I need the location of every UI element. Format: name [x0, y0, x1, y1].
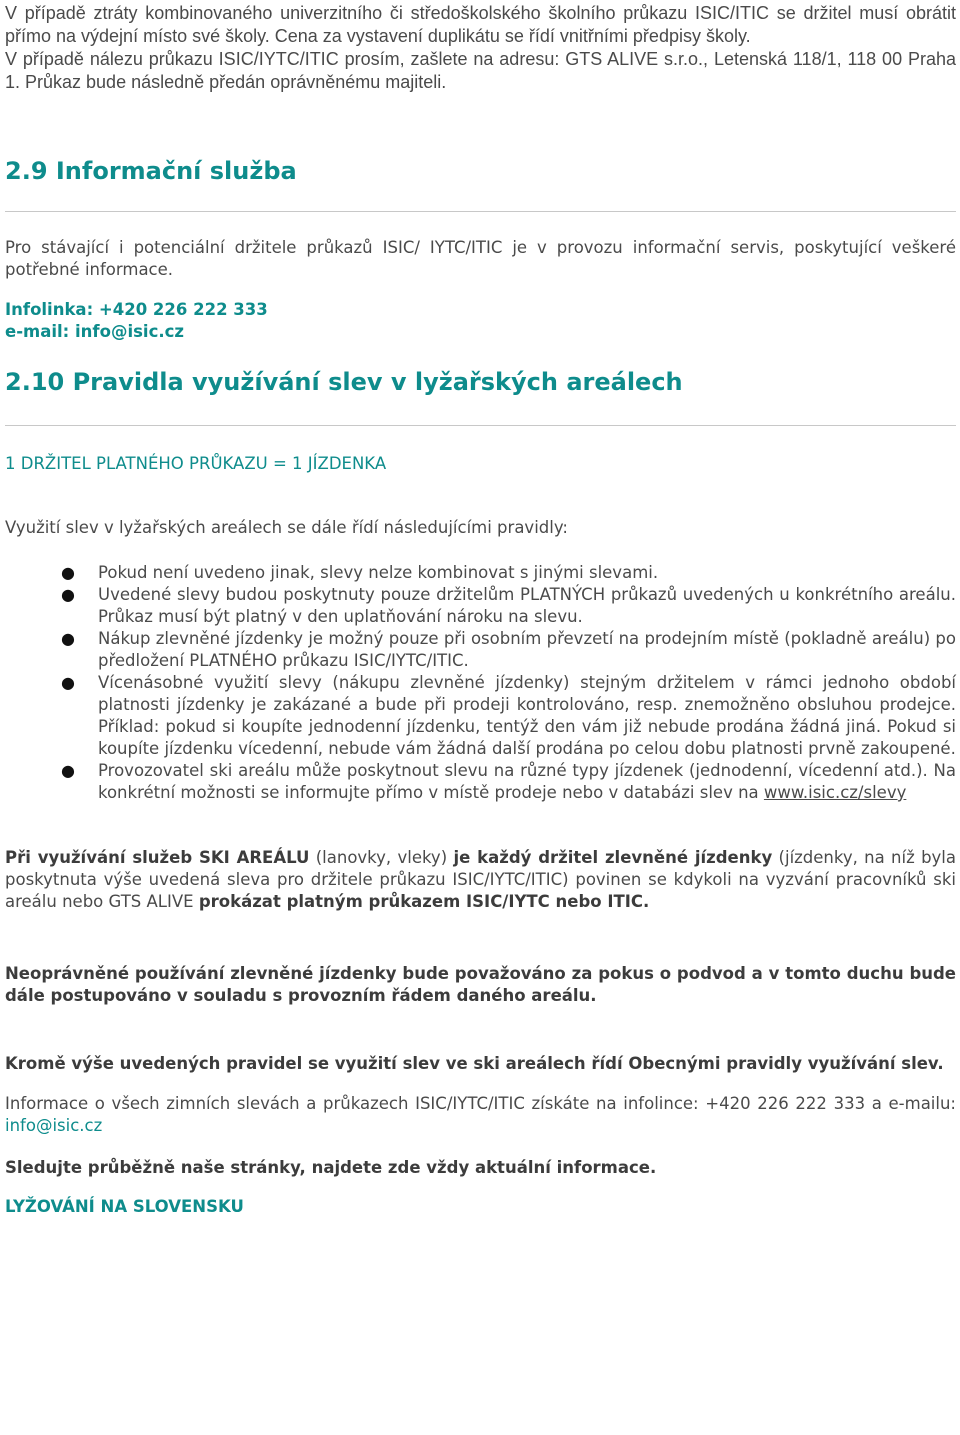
- winter-info: Informace o všech zimních slevách a průkazech ISIC/IYTC/ITIC získáte na infolince: +420 226 222 333 a e-mailu: info@isic.cz: [5, 1094, 956, 1135]
- list-item: ● Nákup zlevněné jízdenky je možný pouze při osobním převzetí na prodejním místě (pokladně areálu) po předložení PLATNÉHO průkazu ISIC/IYTC/ITIC.: [61, 629, 956, 670]
- document-page: [5, 0, 956, 1218]
- fraud-warning: Neoprávněné používání zlevněné jízdenky bude považováno za pokus o podvod a v tomto duchu bude dále postupováno v souladu s provozním řádem daného areálu.: [5, 964, 956, 1005]
- intro-paragraph-found-card: V případě nálezu průkazu ISIC/IYTC/ITIC prosím, zašlete na adresu: GTS ALIVE s.r.o., Letenská 118/1, 118 00 Praha 1. Průkaz bude následně předán oprávněnému majiteli.: [5, 49, 956, 92]
- list-item: ● Provozovatel ski areálu může poskytnout slevu na různé typy jízdenek (jednodenní, vícedenní atd.). Na konkrétní možnosti se informujte přímo v místě prodeje nebo v databázi slev na www.isic.cz/slevy: [61, 761, 956, 802]
- follow-website-note: Sledujte průběžně naše stránky, najdete zde vždy aktuální informace.: [5, 1158, 657, 1177]
- info-email-link[interactable]: info@isic.cz: [5, 1116, 103, 1135]
- intro-paragraph-lost-card: V případě ztráty kombinovaného univerzitního či středoškolského školního průkazu ISIC/ITIC se držitel musí obrátit přímo na výdejní místo své školy. Cena za vystavení duplikátu se řídí vnitřními předpisy školy.: [5, 3, 956, 46]
- section-heading-2-9: 2.9 Informační služba: [5, 157, 297, 185]
- rules-list: [5, 562, 956, 804]
- bullet-icon: ●: [61, 761, 75, 780]
- section-heading-2-10: 2.10 Pravidla využívání slev v lyžařských areálech: [5, 368, 683, 396]
- discount-database-link[interactable]: www.isic.cz/slevy: [763, 783, 907, 802]
- list-item: ● Vícenásobné využití slevy (nákupu zlevněné jízdenky) stejným držitelem v rámci jednoho období platnosti jízdenky je zakázané a bude při prodeji kontrolováno, resp. znemožněno obsluhou prodejce. Příklad: pokud si koupíte jednodenní jízdenku, tentýž den vám již nebude prodána žádná jiná. Pokud si koupíte jízdenku vícedenní, nebude vám žádná další prodána po celou dobu platnosti prvně zakoupené.: [61, 673, 956, 758]
- general-rules-note: Kromě výše uvedených pravidel se využití slev ve ski areálech řídí Obecnými pravidly využívání slev.: [5, 1054, 944, 1073]
- bullet-icon: ●: [61, 629, 75, 648]
- bullet-icon: ●: [61, 563, 75, 582]
- email-link[interactable]: info@isic.cz: [75, 322, 185, 341]
- email-line: [5, 321, 956, 343]
- bullet-icon: ●: [61, 673, 75, 692]
- intro-block: [5, 2, 956, 94]
- section-2-9-text: Pro stávající i potenciální držitele průkazů ISIC/ IYTC/ITIC je v provozu informační servis, poskytující veškeré potřebné informace.: [5, 238, 956, 279]
- rule-one-card-one-ticket: 1 DRŽITEL PLATNÉHO PRŮKAZU = 1 JÍZDENKA: [5, 454, 387, 473]
- list-item: ● Uvedené slevy budou poskytnuty pouze držitelům PLATNÝCH průkazů uvedených u konkrétního areálu. Průkaz musí být platný v den uplatňování nároku na slevu.: [61, 585, 956, 626]
- email-label: e-mail:: [5, 322, 76, 341]
- list-item: ● Pokud není uvedeno jinak, slevy nelze kombinovat s jinými slevami.: [61, 563, 659, 582]
- ski-area-obligation: Při využívání služeb SKI AREÁLU (lanovky, vleky) je každý držitel zlevněné jízdenky (jízdenky, na níž byla poskytnuta výše uvedená sleva pro držitele průkazu ISIC/IYTC/ITIC) povinen se kdykoli na vyzvání pracovníků ski areálu nebo GTS ALIVE prokázat platným průkazem ISIC/IYTC nebo ITIC.: [5, 848, 957, 911]
- rules-intro: Využití slev v lyžařských areálech se dále řídí následujícími pravidly:: [5, 518, 568, 537]
- bullet-icon: ●: [61, 585, 75, 604]
- slovakia-heading: LYŽOVÁNÍ NA SLOVENSKU: [5, 1197, 244, 1216]
- infoline: Infolinka: +420 226 222 333: [5, 300, 268, 319]
